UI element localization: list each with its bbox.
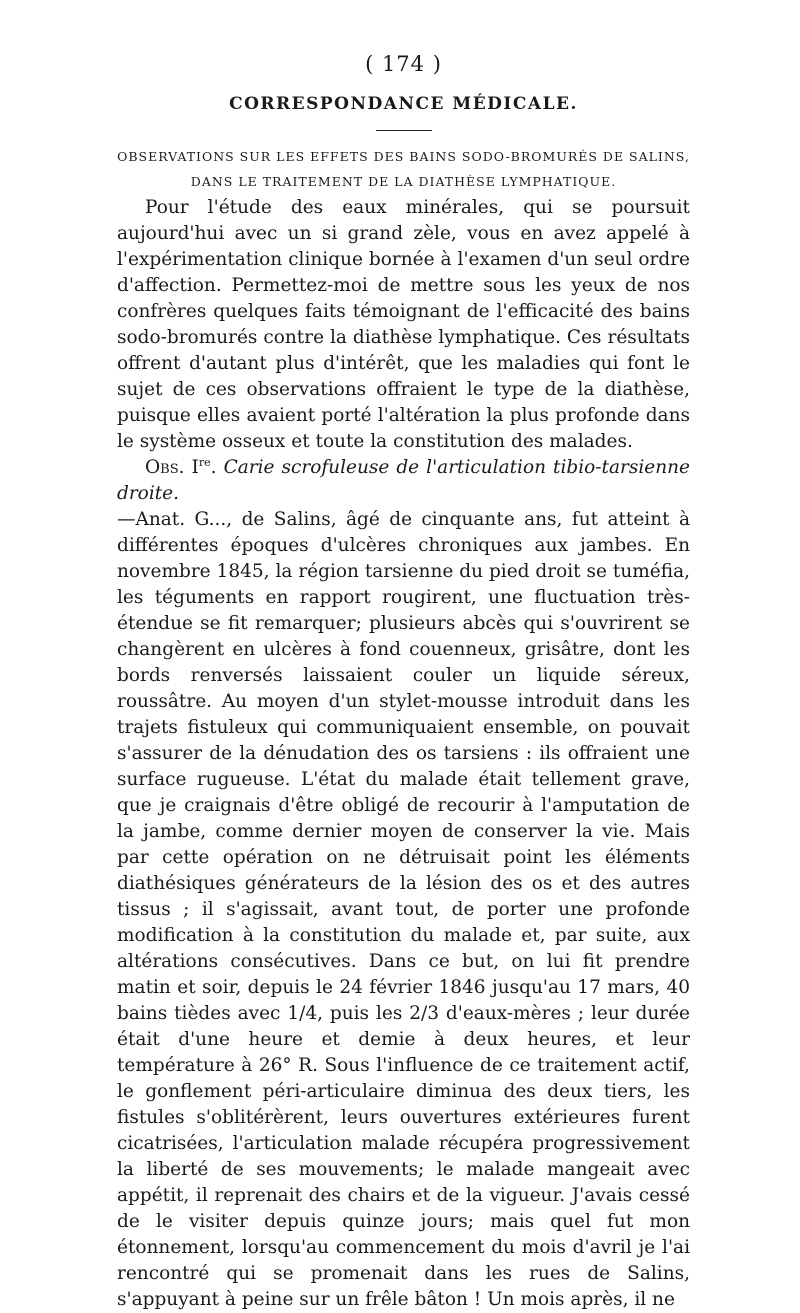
page-number: ( 174 ) [365,52,442,76]
title-divider [376,130,432,131]
observation-label-end: . [210,457,224,478]
observation-text: —Anat. G..., de Salins, âgé de cinquante ans, fut atteint à différentes époques d'ulcères chroniques aux jambes. En novembre 1845, la région tarsienne du pied droit se tuméfia, les téguments en rapport rougirent, une fluctuation très-étendue se fit remarquer; plusieurs abcès qui s'ouvrirent se changèrent en ulcères à fond couenneux, grisâtre, dont les bords renversés laissaient couler un liquide séreux, roussâtre. Au moyen d'un stylet-mousse introduit dans les trajets fistuleux qui communiquaient ensemble, on pouvait s'assurer de la dénudation des os tarsiens : ils offraient une surface rugueuse. L'état du malade était tellement grave, que je craignais d'être obligé de recourir à l'amputation de la jambe, comme dernier moyen de conserver la vie. Mais par cette opération on ne détruisait point les éléments diathésiques générateurs de la lésion des os et des autres tissus ; il s'agissait, avant tout, de porter une profonde modification à la constitution du malade et, par suite, aux altérations consécutives. Dans ce but, on lui fit prendre matin et soir, depuis le 24 février 1846 jusqu'au 17 mars, 40 bains tièdes avec 1/4, puis les 2/3 d'eaux-mères ; leur durée était d'une heure et demie à deux heures, et leur température à 26° R. Sous l'influence de ce traitement actif, le gonflement péri-articulaire diminua des deux tiers, les fistules s'oblitérèrent, leurs ouvertures extérieures furent cicatrisées, l'articulation malade récupéra progressivement la liberté de ses mouvements; le malade mangeait avec appétit, il reprenait des chairs et de la vigueur. J'avais cessé de le visiter depuis quinze jours; mais quel fut mon étonnement, lorsqu'au commencement du mois d'avril je l'ai rencontré qui se promenait dans les rues de Salins, s'appuyant à peine sur un frêle bâton ! Un mois après, il ne [117,509,690,1310]
observation-label: Obs. I [145,457,199,478]
observation-title: Carie scrofuleuse de l'articulation tibio-tarsienne droite. [117,457,690,504]
observation-paragraph [117,455,690,1313]
article-body [117,195,690,1313]
article-heading-line-2: DANS LE TRAITEMENT DE LA DIATHÈSE LYMPHATIQUE. [190,174,617,189]
article-heading-line-1: OBSERVATIONS SUR LES EFFETS DES BAINS SODO-BROMURÉS DE SALINS, [117,149,690,164]
observation-label-superscript: re [198,455,211,469]
intro-paragraph: Pour l'étude des eaux minérales, qui se poursuit aujourd'hui avec un si grand zèle, vous en avez appelé à l'expérimentation clinique bornée à l'examen d'un seul ordre d'affection. Permettez-moi de mettre sous les yeux de nos confrères quelques faits témoignant de l'efficacité des bains sodo-bromurés contre la diathèse lymphatique. Ces résultats offrent d'autant plus d'intérêt, que les maladies qui font le sujet de ces observations offraient le type de la diathèse, puisque elles avaient porté l'altération la plus profonde dans le système osseux et toute la constitution des malades. [117,197,690,452]
section-title: CORRESPONDANCE MÉDICALE. [229,94,578,114]
